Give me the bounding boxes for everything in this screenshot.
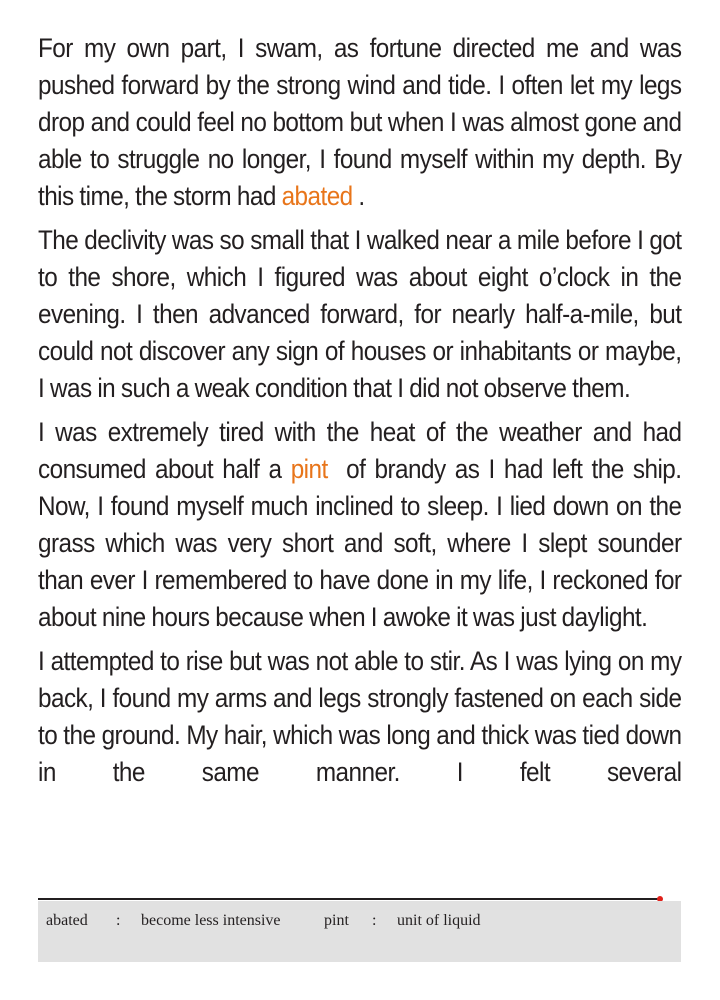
paragraph-1-text-after: . bbox=[352, 181, 365, 211]
glossary-word-pint: pint bbox=[324, 912, 349, 929]
paragraph-3-text-before: I was extremely tired with the heat of the weather and had consumed about half a bbox=[38, 417, 682, 484]
paragraph-4: I attempted to rise but was not able to stir. As I was lying on my back, I found my arms and legs strongly fastened on each side to the ground. My hair, which was long and thick was tied down in the same manner. I felt several bbox=[38, 646, 682, 787]
vocab-word-pint: pint bbox=[290, 454, 328, 484]
glossary-separator: : bbox=[372, 912, 377, 929]
glossary-divider bbox=[38, 898, 658, 900]
paragraph-2: The declivity was so small that I walked near a mile before I got to the shore, which I figured was about eight o’clock in the evening. I then advanced forward, for nearly half-a-mile, but could not discover any sign of houses or inhabitants or maybe, I was in such a weak condition that I did not observe them. bbox=[38, 225, 682, 403]
glossary-box bbox=[38, 901, 681, 962]
story-text bbox=[38, 30, 688, 798]
vocab-word-abated: abated bbox=[281, 181, 353, 211]
glossary-meaning-pint: unit of liquid bbox=[397, 912, 481, 929]
paragraph-1-text-before: For my own part, I swam, as fortune directed me and was pushed forward by the strong wind and tide. I often let my legs drop and could feel no bottom but when I was almost gone and able to struggle no longer, I found myself within my depth. By this time, the storm had bbox=[38, 33, 682, 211]
paragraph-1 bbox=[38, 30, 682, 215]
glossary-meaning-abated: become less intensive bbox=[141, 912, 281, 929]
glossary-separator: : bbox=[116, 912, 121, 929]
glossary-word-abated: abated bbox=[46, 912, 88, 929]
paragraph-3 bbox=[38, 414, 688, 636]
paragraph-3-text-after: of brandy as I had left the ship. Now, I found myself much inclined to sleep. I lied down on the grass which was very short and soft, where I slept sounder than ever I remembered to have done in my life, I reckoned for about nine hours because when I awoke it was just daylight. bbox=[38, 454, 688, 632]
